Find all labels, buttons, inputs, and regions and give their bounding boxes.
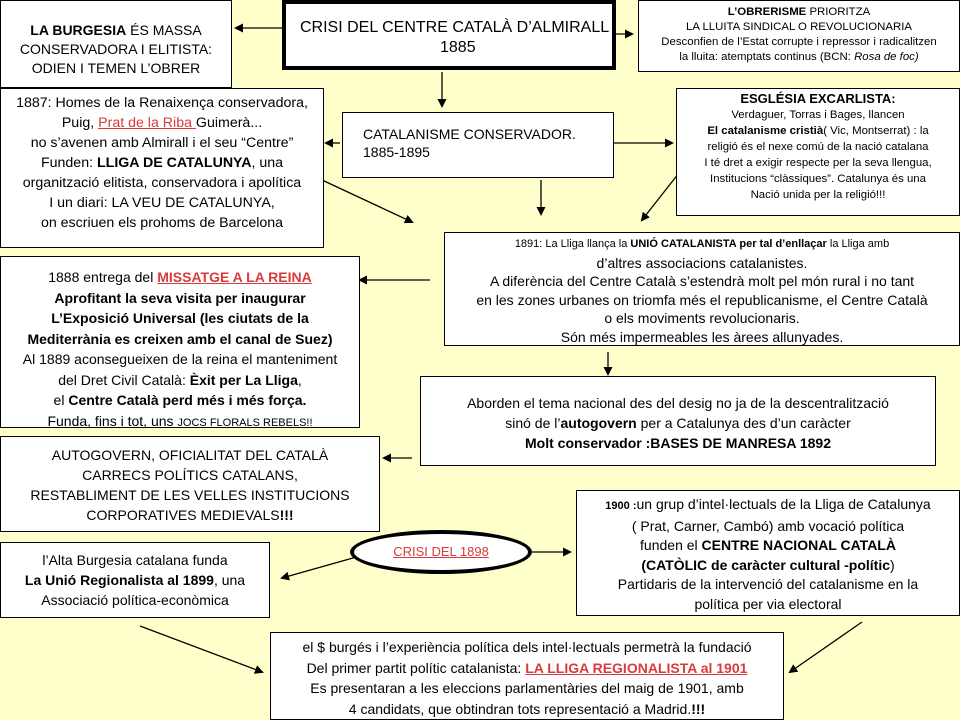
altaburgesia-box: l’Alta Burgesia catalana funda La Unió Regionalista al 1899, una Associació política-econòmica	[0, 542, 270, 618]
lliga-box: el $ burgés i l’experiència política dels intel·lectuals permetrà la fundació Del primer partit polític catalanista: LA LLIGA REGIONALISTA al 1901 Es presentaran a les eleccions parlamentàries del maig de 1901, amb 4 candidats, que obtindran tots representació a Madrid.!!!	[270, 632, 784, 720]
bases-box: Aborden el tema nacional des del desig no ja de la descentralització sinó de l’autogovern per a Catalunya des d’un caràcter Molt conservador :BASES DE MANRESA 1892	[420, 376, 936, 466]
autogovern-box: AUTOGOVERN, OFICIALITAT DEL CATALÀ CARRECS POLÍTICS CATALANS, RESTABLIMENT DE LES VELLES INSTITUCIONS CORPORATIVES MEDIEVALS!!!	[0, 436, 380, 532]
catalanisme-box: CATALANISME CONSERVADOR. 1885-1895	[342, 112, 614, 178]
cnc-box: 1900 :un grup d’intel·lectuals de la Lliga de Catalunya ( Prat, Carner, Cambó) amb vocació política funden el CENTRE NACIONAL CATALÀ (CATÒLIC de caràcter cultural -polític) Partidaris de la intervenció del catalanisme en la política per via electoral	[576, 490, 960, 616]
arrow-renaixenca-to-unio	[322, 180, 412, 222]
arrow-cnc-to-lliga	[790, 622, 862, 672]
title-box	[282, 0, 616, 70]
obrerisme-box: L’OBRERISME PRIORITZA LA LLUITA SINDICAL O REVOLUCIONARIA Desconfien de l’Estat corrupte i repressor i radicalitzen la lluita: atemptats continus (BCN: Rosa de foc)	[638, 0, 960, 72]
crisi-1898-oval[interactable]	[350, 530, 532, 574]
title-line-2: 1885	[440, 39, 476, 56]
lliga-regionalista-link[interactable]: LA LLIGA REGIONALISTA al 1901	[525, 659, 748, 676]
unio-box: 1891: La Lliga llança la UNIÓ CATALANISTA per tal d’enllaçar la Lliga amb d’altres associacions catalanistes. A diferència del Centre Català s’estendrà molt pel món rural i no tant en les zones urbanes on triomfa més el republicanisme, el Centre Català o els moviments revolucionaris. Són més impermeables les àrees allunyades.	[444, 232, 960, 346]
esglesia-box: ESGLÉSIA EXCARLISTA: Verdaguer, Torras i Bages, llancen El catalanisme cristià( Vic, Montserrat) : la religió és el nexe comú de la nació catalana I té dret a exigir respecte per la seva llengua, Institucions “clàssiques”. Catalunya és una Nació unida per la religió!!!	[676, 88, 960, 216]
arrow-crisi-to-altaburgesia	[282, 556, 360, 578]
renaixenca-box: 1887: Homes de la Renaixença conservadora, Puig, Prat de la Riba Guimerà... no s’avenen amb Almirall i el seu “Centre” Funden: LLIGA DE CATALUNYA, una organització elitista, conservadora i apolítica I un diari: LA VEU DE CATALUNYA, on escriuen els prohoms de Barcelona	[0, 88, 324, 248]
crisi-1898-link[interactable]: CRISI DEL 1898	[393, 544, 489, 559]
burgesia-box: LA BURGESIA ÉS MASSA CONSERVADORA I ELITISTA: ODIEN I TEMEN L’OBRER	[0, 0, 232, 88]
prat-de-la-riba-link[interactable]: Prat de la Riba	[98, 115, 196, 131]
missatge-box: 1888 entrega del MISSATGE A LA REINA Aprofitant la seva visita per inaugurar L’Exposició Universal (les ciutats de la Mediterrània es creixen amb el canal de Suez) Al 1889 aconsegueixen de la reina el manteniment del Dret Civil Català: Èxit per La Lliga, el Centre Català perd més i més força. Funda, fins i tot, uns JOCS FLORALS REBELS!!	[0, 256, 360, 428]
title-line-1: CRISI DEL CENTRE CATALÀ D’ALMIRALL	[300, 19, 610, 36]
missatge-link[interactable]: MISSATGE A LA REINA	[157, 269, 312, 285]
arrow-altaburgesia-to-lliga	[140, 626, 262, 672]
